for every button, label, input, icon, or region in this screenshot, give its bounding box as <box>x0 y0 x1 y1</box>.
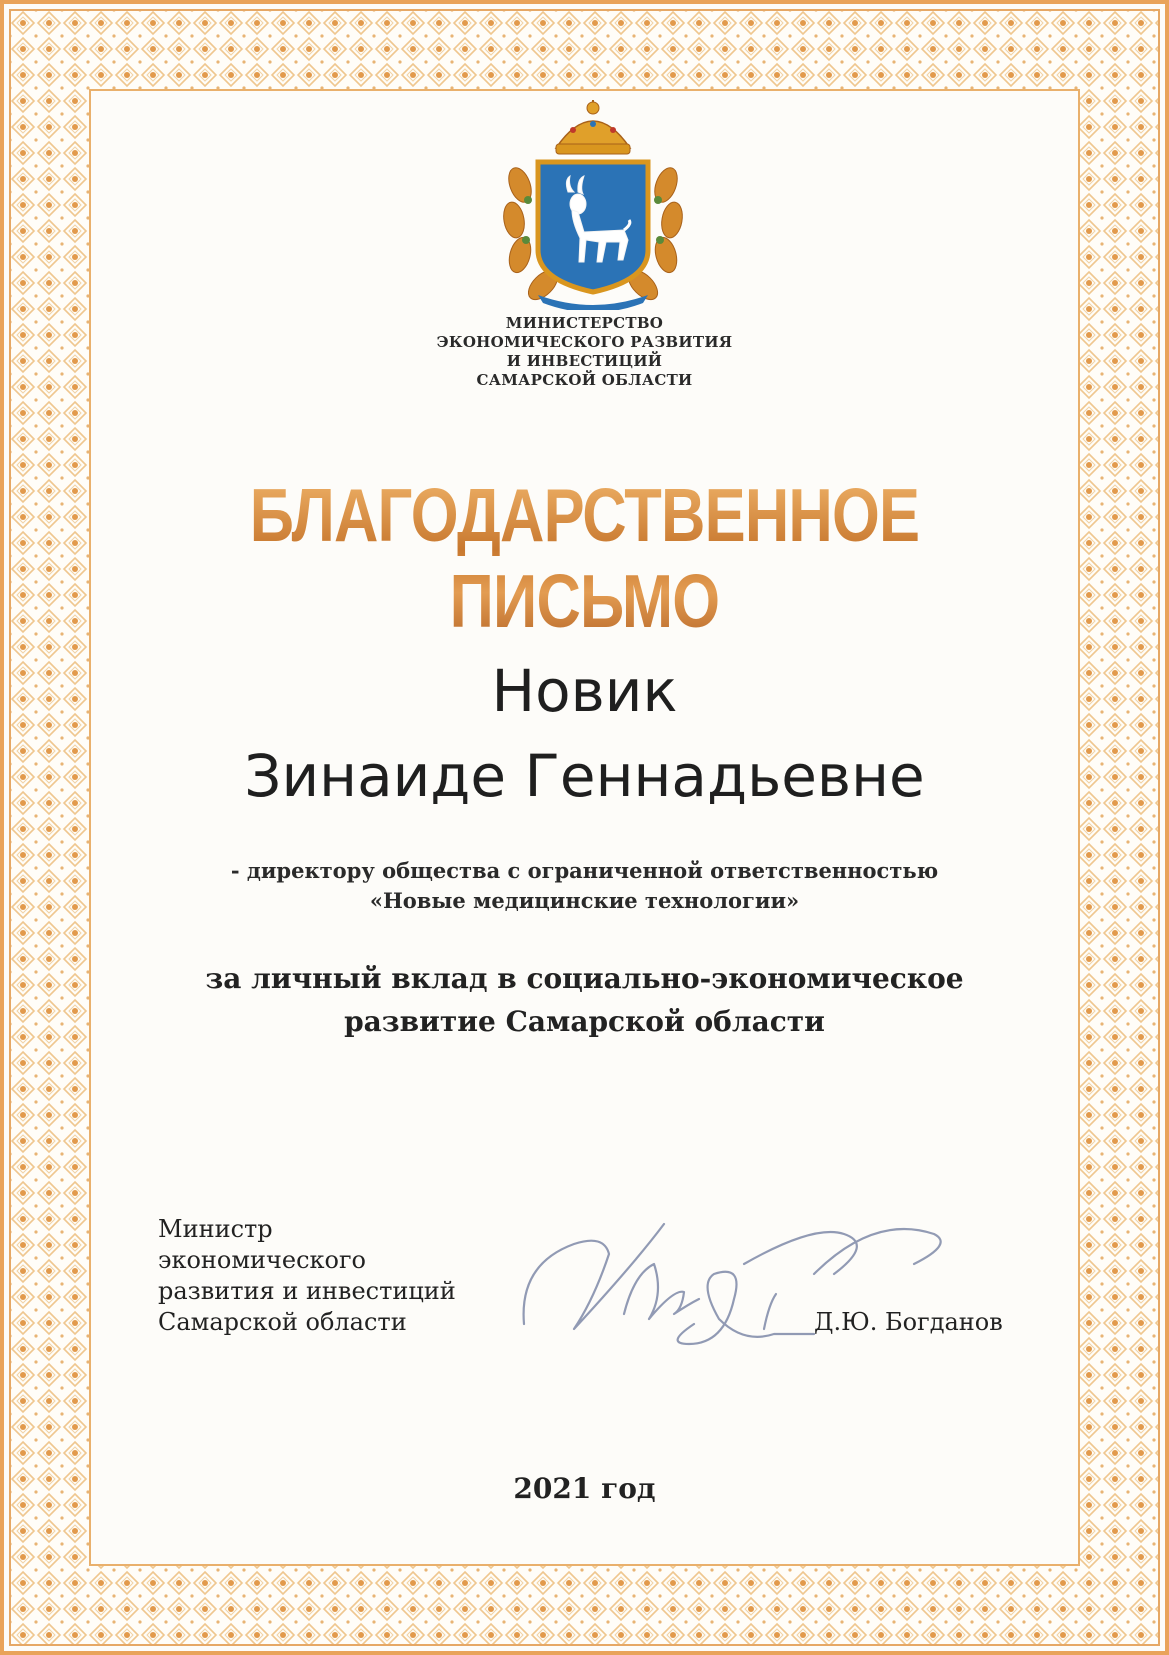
position-line: «Новые медицинские технологии» <box>369 888 800 913</box>
signer-title-line: Самарской области <box>158 1308 407 1336</box>
recipient-position <box>4 856 1165 916</box>
ministry-header <box>4 314 1165 390</box>
ministry-line: И ИНВЕСТИЦИЙ <box>506 352 663 370</box>
award-reason <box>4 957 1165 1043</box>
ministry-line: ЭКОНОМИЧЕСКОГО РАЗВИТИЯ <box>436 333 733 351</box>
recipient-given-names: Зинаиде Геннадьевне <box>244 742 925 810</box>
position-line: - директору общества с ограниченной ответственностью <box>230 858 939 883</box>
signer-name: Д.Ю. Богданов <box>814 1308 1003 1336</box>
signer-title <box>158 1214 456 1338</box>
ministry-line: МИНИСТЕРСТВО <box>505 314 664 332</box>
signer-title-line: экономического <box>158 1246 366 1274</box>
ministry-line: САМАРСКОЙ ОБЛАСТИ <box>476 371 693 389</box>
reason-line: за личный вклад в социально-экономическое <box>205 962 964 995</box>
reason-line: развитие Самарской области <box>344 1005 825 1038</box>
document-year: 2021 год <box>513 1472 656 1505</box>
signer-title-line: развития и инвестиций <box>158 1277 456 1305</box>
coat-of-arms-icon <box>498 100 688 310</box>
document-title: БЛАГОДАРСТВЕННОЕ ПИСЬМО <box>108 472 1060 644</box>
recipient-surname: Новик <box>491 657 678 725</box>
signer-title-line: Министр <box>158 1215 273 1243</box>
